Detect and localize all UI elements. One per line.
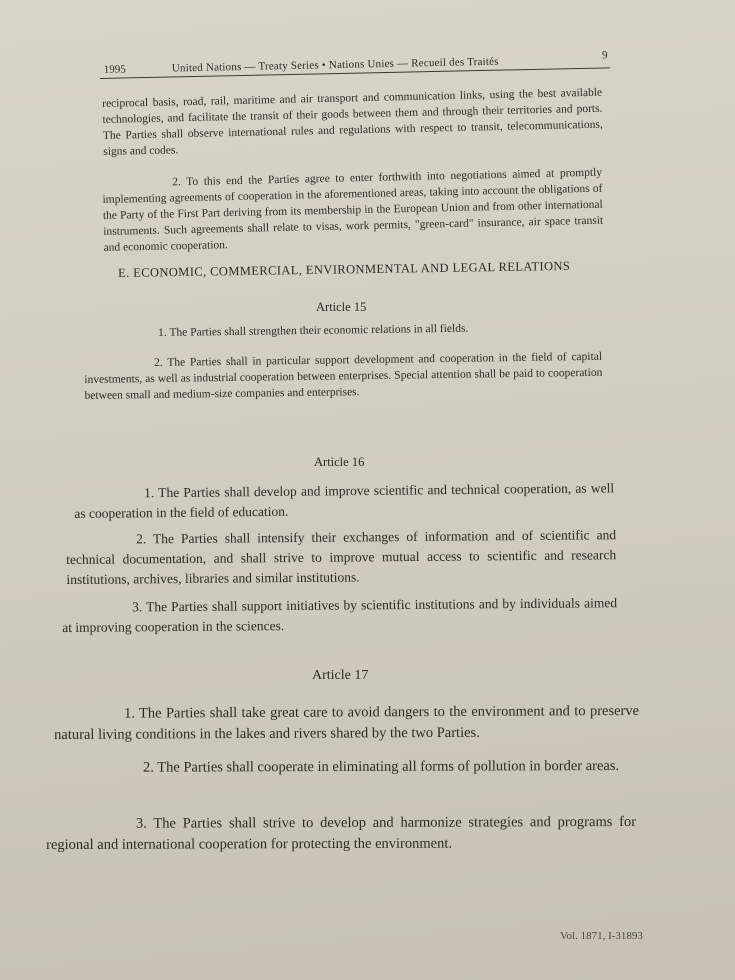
section-heading: E. ECONOMIC, COMMERCIAL, ENVIRONMENTAL AND LEGAL RELATIONS <box>118 258 571 280</box>
paragraph-text: 1. The Parties shall develop and improve scientific and technical cooperation, as well as cooperation in the field of education. <box>74 480 615 521</box>
article-17-paragraph-1 <box>54 701 639 746</box>
article-15-paragraph-2 <box>84 349 603 404</box>
paragraph-text: 3. The Parties shall support initiatives by scientific institutions and by individuals aimed at improving cooperation in the sciences. <box>62 595 618 635</box>
page-number: 9 <box>601 49 608 62</box>
paragraph-text: reciprocal basis, road, rail, maritime and air transport and communication links, using the best available technologies, and facilitate the transit of their goods between them and through their territories and ports. The Parties shall observe international rules and regulations with respect to transit, telecommunications, signs and codes. <box>102 86 603 158</box>
article-17-title: Article 17 <box>312 668 369 683</box>
header-title: United Nations — Treaty Series • Nations Unies — Recueil des Traités <box>171 55 499 75</box>
paragraph-text: 2. The Parties shall in particular support development and cooperation in the field of capital investments, as well as industrial cooperation between enterprises. Special attention shall be paid to cooperation between small and medium-size companies and enterprises. <box>84 350 603 402</box>
article-16-title: Article 16 <box>314 455 365 469</box>
article-17-paragraph-2 <box>48 756 653 779</box>
header-year: 1995 <box>103 63 126 76</box>
paragraph-text: 3. The Parties shall strive to develop and harmonize strategies and programs for regional and international cooperation for protecting the environment. <box>46 813 637 853</box>
article-14-paragraph-2 <box>102 165 604 256</box>
article-16-paragraph-1 <box>74 478 614 524</box>
paragraph-text: 1. The Parties shall strengthen their economic relations in all fields. <box>158 322 469 340</box>
paragraph-text: 2. The Parties shall intensify their exchanges of information and of scientific and technical documentation, and shall strive to improve mutual access to scientific and research institutions, archives, libraries and similar institutions. <box>66 527 617 587</box>
volume-reference: Vol. 1871, I-31893 <box>560 930 643 942</box>
article-15-paragraph-1 <box>88 319 603 342</box>
paragraph-text: 2. To this end the Parties agree to enter forthwith into negotiations aimed at promptly implementing agreements of cooperation in the aforementioned areas, taking into account the obligations of the Party of the First Part deriving from its membership in the European Union and from other international instruments. Such agreements shall relate to visas, work permits, "green-card" insurance, air space transit and economic cooperation. <box>102 166 604 254</box>
article-17-paragraph-3 <box>46 812 636 856</box>
paragraph-continued <box>102 85 603 160</box>
running-header <box>100 47 610 79</box>
paragraph-text: 2. The Parties shall cooperate in eliminating all forms of pollution in border areas. <box>143 758 620 776</box>
article-15-title: Article 15 <box>316 300 367 314</box>
article-16-paragraph-3 <box>62 593 617 638</box>
article-16-paragraph-2 <box>66 525 617 590</box>
paragraph-text: 1. The Parties shall take great care to avoid dangers to the environment and to preserve natural living conditions in the lakes and rivers shared by the two Parties. <box>54 702 640 743</box>
